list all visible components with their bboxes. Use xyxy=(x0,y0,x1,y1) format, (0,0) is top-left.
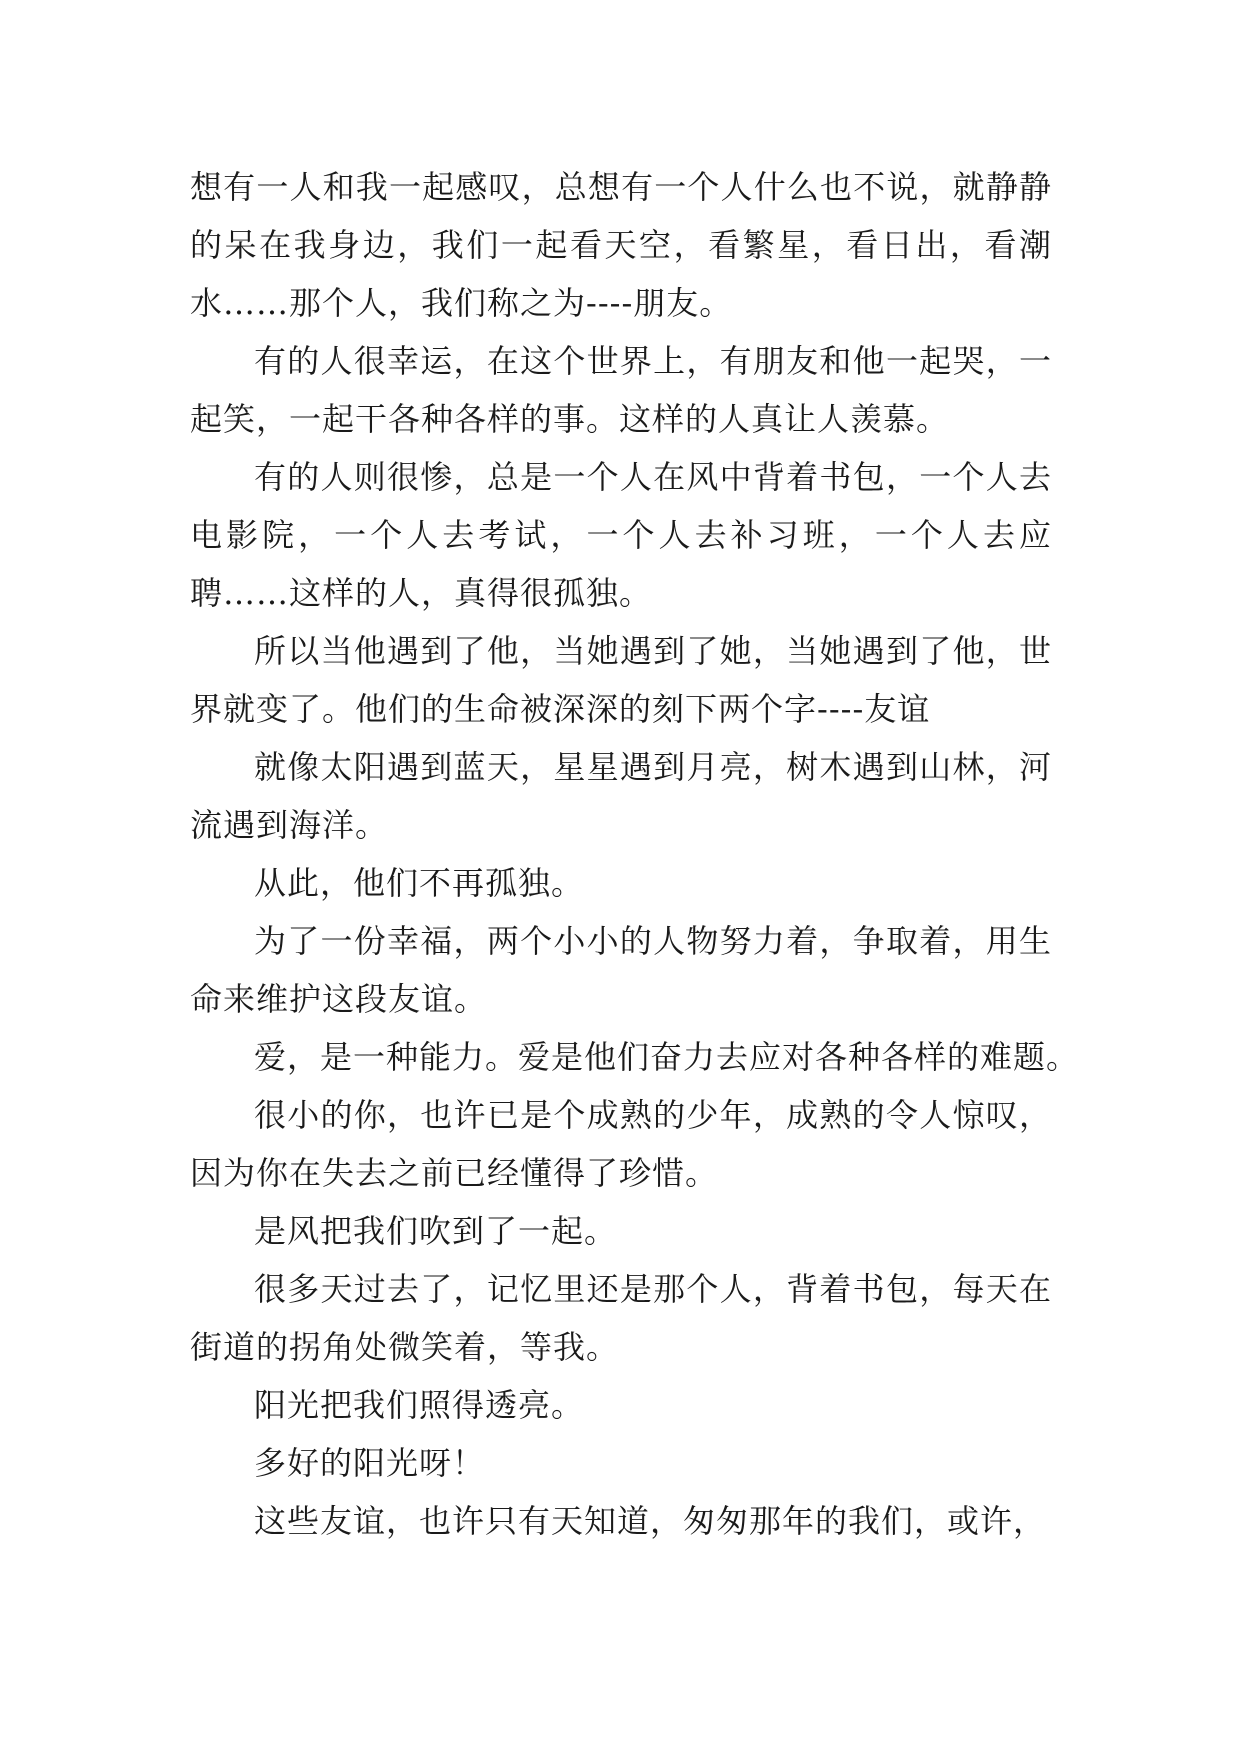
text-line: 很小的你，也许已是个成熟的少年，成熟的令人惊叹， xyxy=(254,1096,1052,1134)
paragraph xyxy=(190,332,1052,448)
paragraph xyxy=(190,158,1052,332)
paragraph xyxy=(190,622,1052,738)
paragraph xyxy=(190,1202,1052,1260)
text-line: 流遇到海洋。 xyxy=(190,806,389,844)
text-line: 聘……这样的人，真得很孤独。 xyxy=(190,574,653,612)
text-line: 电影院，一个人去考试，一个人去补习班，一个人去应 xyxy=(190,516,1052,554)
paragraph xyxy=(190,1492,1052,1550)
text-line: 有的人则很惨，总是一个人在风中背着书包，一个人去 xyxy=(254,458,1052,496)
paragraph xyxy=(190,1028,1080,1086)
text-line: 阳光把我们照得透亮。 xyxy=(254,1386,585,1424)
text-line: 很多天过去了，记忆里还是那个人，背着书包，每天在 xyxy=(254,1270,1052,1308)
text-line: 是风把我们吹到了一起。 xyxy=(254,1212,618,1250)
text-line: 街道的拐角处微笑着，等我。 xyxy=(190,1328,620,1366)
paragraph xyxy=(190,1376,1052,1434)
text-line: 界就变了。他们的生命被深深的刻下两个字----友谊 xyxy=(190,690,931,728)
paragraph xyxy=(190,1086,1052,1202)
text-line: 爱，是一种能力。爱是他们奋力去应对各种各样的难题。 xyxy=(254,1038,1080,1076)
text-line: 为了一份幸福，两个小小的人物努力着，争取着，用生 xyxy=(254,922,1052,960)
paragraph xyxy=(190,738,1052,854)
text-line: 因为你在失去之前已经懂得了珍惜。 xyxy=(190,1154,719,1192)
paragraph xyxy=(190,448,1052,622)
text-line: 多好的阳光呀！ xyxy=(254,1444,486,1482)
text-line: 水……那个人，我们称之为----朋友。 xyxy=(190,284,733,322)
text-line: 这些友谊，也许只有天知道，匆匆那年的我们，或许， xyxy=(254,1502,1047,1540)
paragraph xyxy=(190,912,1052,1028)
paragraph xyxy=(190,1434,1052,1492)
text-line: 起笑，一起干各种各样的事。这样的人真让人羡慕。 xyxy=(190,400,950,438)
document-body xyxy=(190,158,1080,1550)
text-line: 所以当他遇到了他，当她遇到了她，当她遇到了他，世 xyxy=(254,632,1052,670)
paragraph xyxy=(190,854,1052,912)
text-line: 命来维护这段友谊。 xyxy=(190,980,488,1018)
paragraph xyxy=(190,1260,1052,1376)
text-line: 就像太阳遇到蓝天，星星遇到月亮，树木遇到山林，河 xyxy=(254,748,1052,786)
text-line: 从此，他们不再孤独。 xyxy=(254,864,585,902)
text-line: 有的人很幸运，在这个世界上，有朋友和他一起哭，一 xyxy=(254,342,1052,380)
text-line: 的呆在我身边，我们一起看天空，看繁星，看日出，看潮 xyxy=(190,226,1052,264)
text-line: 想有一人和我一起感叹，总想有一个人什么也不说，就静静 xyxy=(190,168,1052,206)
